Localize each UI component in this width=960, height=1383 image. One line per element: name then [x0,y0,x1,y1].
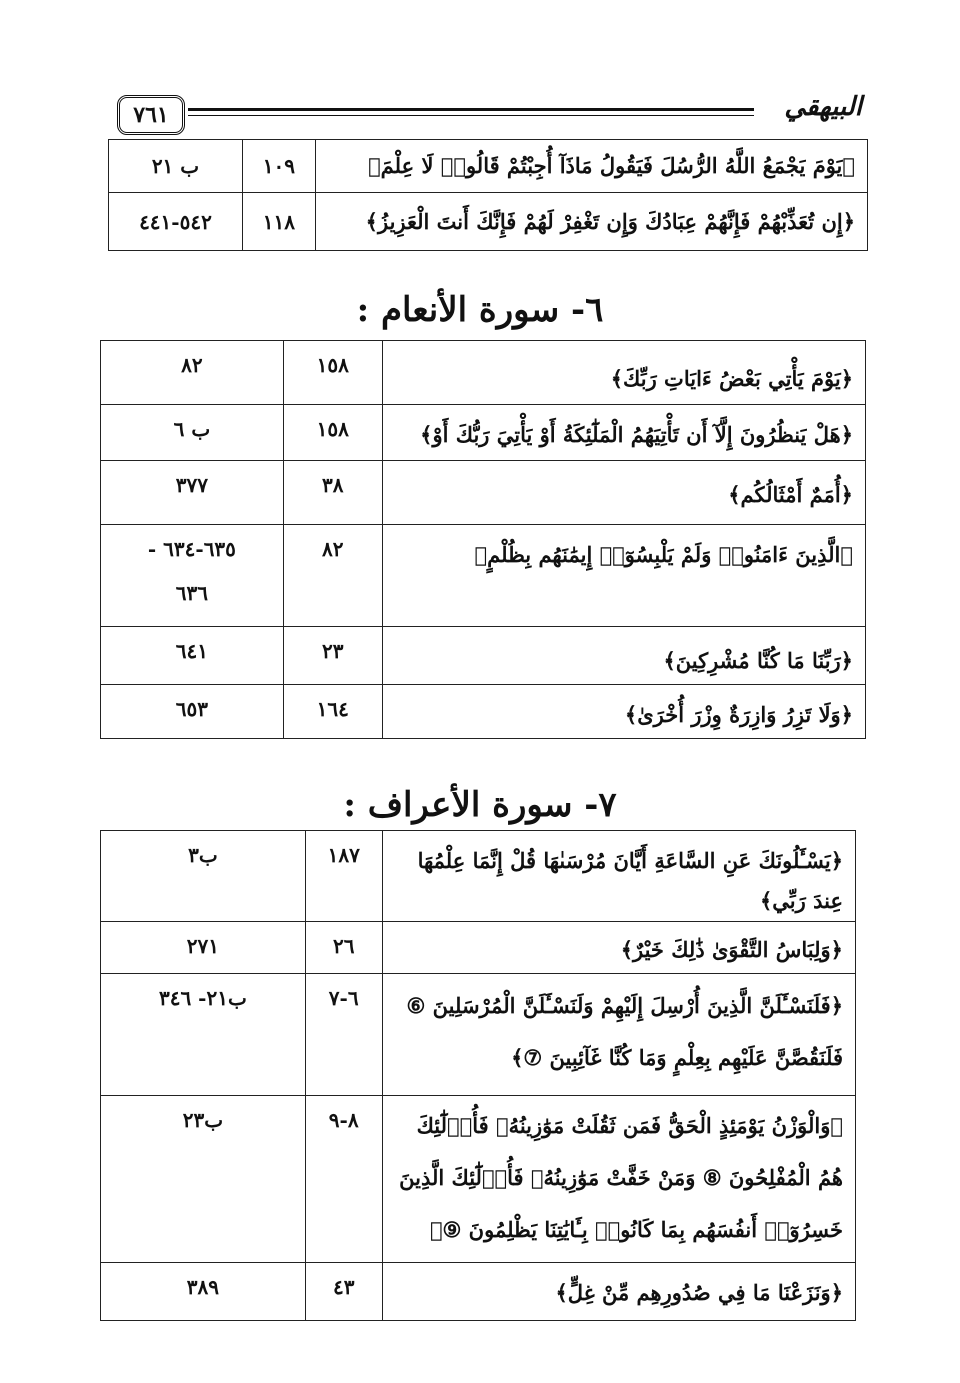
index-table-araf [100,830,856,1321]
table-row [109,140,868,193]
verse-cell: ﴿رَبِّنَا مَا كُنَّا مُشْرِكِينَ﴾ [382,627,865,685]
table-row [101,1263,856,1321]
table-row [109,193,868,251]
reference: ٦٣٥-٦٣٤ - ٦٣٦ [147,537,236,605]
table-row [101,461,866,525]
verse-cell: ﴿الَّذِينَ ءَامَنُوا۟ وَلَمْ يَلْبِسُوٓا۟ إِيمَٰنَهُم بِظُلْمٍ﴾ [382,525,865,627]
surah-heading-araf: ٧- سورة الأعراف : [343,785,617,825]
page-number: ٧٦١ [117,95,185,135]
table-row [101,1096,856,1263]
surah-heading-anam: ٦- سورة الأنعام : [356,290,604,330]
ayah-number: ١١٨ [242,193,315,251]
reference: ٣٨٩ [101,1263,306,1321]
verse-cell: ﴿هَلْ يَنظُرُونَ إِلَّآ أَن تَأْتِيَهُمُ الْمَلَٰٓئِكَةُ أَوْ يَأْتِيَ رَبُّكَ أَوْ﴾ [382,405,865,461]
verse-cell: ﴿إِن تُعَذِّبْهُمْ فَإِنَّهُمْ عِبَادُكَ وَإِن تَغْفِرْ لَهُمْ فَإِنَّكَ أَنتَ الْعَزِيزُ﴾ [315,193,867,251]
reference: ٥٤٢-٤٤١ [109,193,243,251]
ayah-number: ٨٢ [283,525,382,627]
reference: ب ٦ [101,405,284,461]
reference: ٨٢ [101,341,284,405]
table-row [101,341,866,405]
ayah-number: ١٥٨ [283,341,382,405]
verse-cell: ﴿وَالْوَزْنُ يَوْمَئِذٍ الْحَقُّ فَمَن ثَقُلَتْ مَوَٰزِينُهُۥ فَأُو۟لَٰٓئِكَ هُمُ الْمُفْلِحُونَ ⑧ وَمَنْ خَفَّتْ مَوَٰزِينُهُۥ فَأُو۟لَٰٓئِكَ الَّذِينَ خَسِرُوٓا۟ أَنفُسَهُم بِمَا كَانُوا۟ بِـَٔايَٰتِنَا يَظْلِمُونَ ⑨﴾ [382,1096,855,1263]
ayah-number: ١٥٨ [283,405,382,461]
reference: ٢٧١ [101,922,306,974]
table-row [101,974,856,1096]
table-row [101,922,856,974]
table-row [101,685,866,739]
reference: ب٣ [101,831,306,922]
verse-cell: ﴿فَلَنَسْـَٔلَنَّ الَّذِينَ أُرْسِلَ إِلَيْهِمْ وَلَنَسْـَٔلَنَّ الْمُرْسَلِينَ ⑥ فَلَنَقُصَّنَّ عَلَيْهِم بِعِلْمٍ وَمَا كُنَّا غَآئِبِينَ ⑦﴾ [382,974,855,1096]
reference: ب٢٣ [101,1096,306,1263]
header-rule-thin [188,115,754,116]
table-row [101,405,866,461]
ayah-number: ١٦٤ [283,685,382,739]
header-rule [188,108,754,111]
verse-cell: ﴿أُمَمٌ أَمْثَالُكُم﴾ [382,461,865,525]
reference: ٦٤١ [101,627,284,685]
reference: ٣٧٧ [101,461,284,525]
table-row [101,627,866,685]
verse-cell: ﴿يَوْمَ يَجْمَعُ اللَّهُ الرُّسُلَ فَيَقُولُ مَاذَآ أُجِبْتُمْ قَالُوا۟ لَا عِلْمَ﴾ [315,140,867,193]
ayah-number: ٢٦ [305,922,382,974]
verse-cell: ﴿يَسْـَٔلُونَكَ عَنِ السَّاعَةِ أَيَّانَ مُرْسَىٰهَا قُلْ إِنَّمَا عِلْمُهَا عِندَ رَبِّي﴾ [382,831,855,922]
reference: ب ٢١ [109,140,243,193]
index-table-anam [100,340,866,739]
ayah-number: ١٨٧ [305,831,382,922]
reference-cell [101,525,284,627]
reference: ٦٥٣ [101,685,284,739]
running-title: البيهقي [784,92,862,122]
table-row [101,525,866,627]
verse-cell: ﴿يَوْمَ يَأْتِي بَعْضُ ءَايَاتِ رَبِّكَ﴾ [382,341,865,405]
page-header [112,92,864,138]
ayah-number: ٤٣ [305,1263,382,1321]
ayah-number: ٣٨ [283,461,382,525]
index-table-top [108,139,868,251]
ayah-number: ١٠٩ [242,140,315,193]
ayah-number: ٢٣ [283,627,382,685]
ayah-number: ٦-٧ [305,974,382,1096]
verse-cell: ﴿وَلَا تَزِرُ وَازِرَةٌ وِزْرَ أُخْرَىٰ﴾ [382,685,865,739]
verse-cell: ﴿وَنَزَعْنَا مَا فِي صُدُورِهِم مِّنْ غِلٍّ﴾ [382,1263,855,1321]
reference: ب٢١- ٣٤٦ [101,974,306,1096]
table-row [101,831,856,922]
verse-cell: ﴿وَلِبَاسُ التَّقْوَىٰ ذَٰلِكَ خَيْرٌ﴾ [382,922,855,974]
ayah-number: ٨-٩ [305,1096,382,1263]
